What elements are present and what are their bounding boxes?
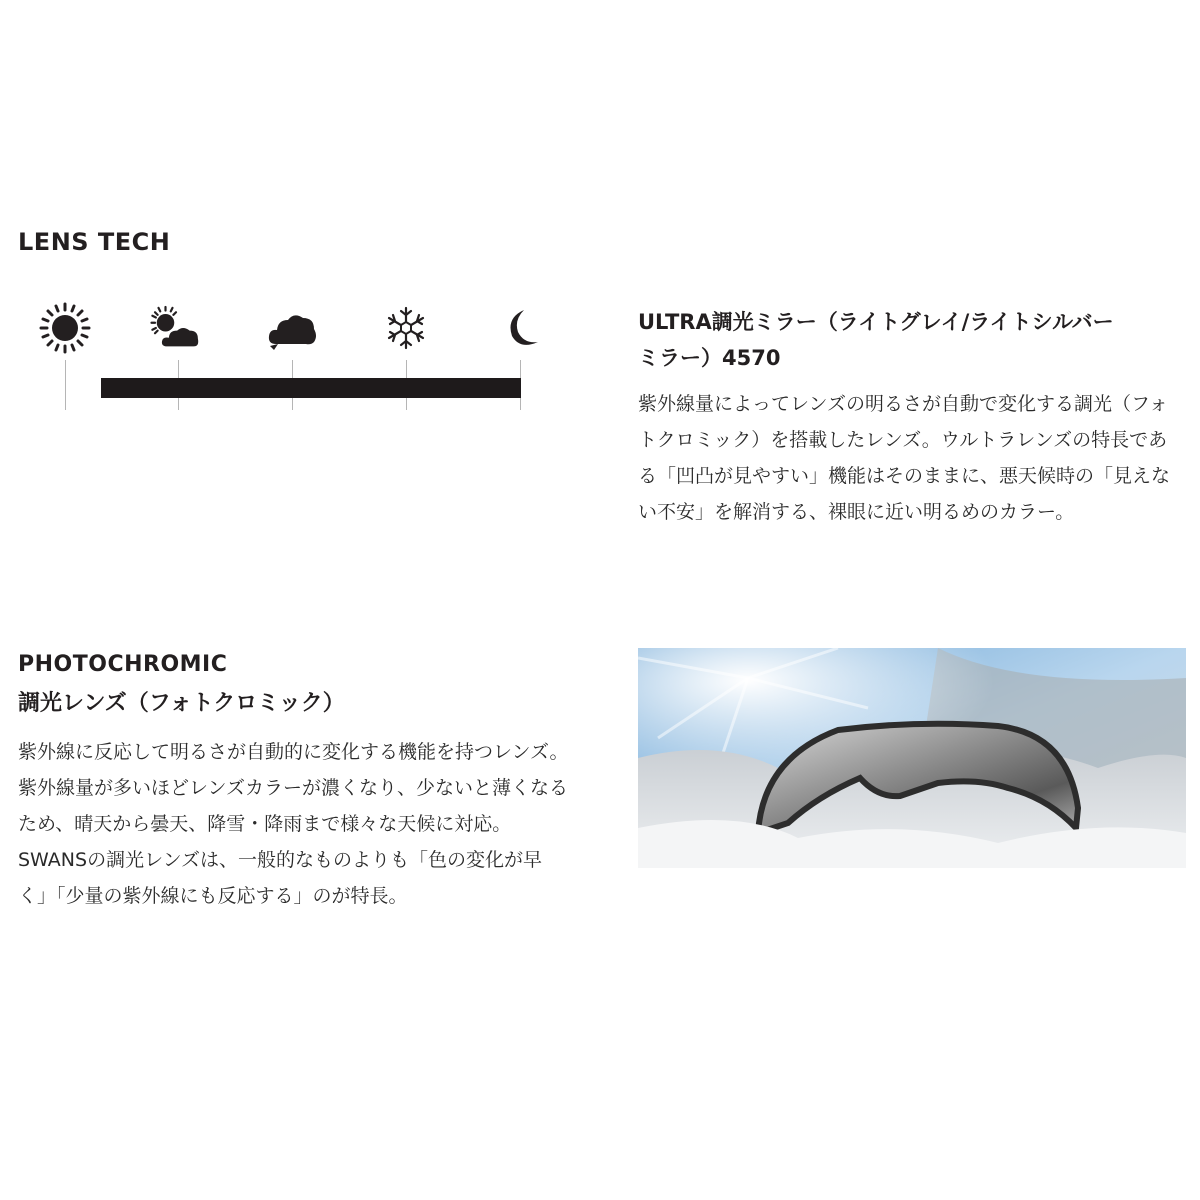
cloud-icon — [264, 300, 320, 356]
lens-name-line2: ミラー）4570 — [638, 346, 781, 370]
partly-cloudy-icon — [148, 300, 204, 356]
photochromic-description: 紫外線に反応して明るさが自動的に変化する機能を持つレンズ。紫外線量が多いほどレンズカラーが濃くなり、少ないと薄くなるため、晴天から曇天、降雪・降雨まで様々な天候に対応。SWANSの調光レンズは、一般的なものよりも「色の変化が早く」「少量の紫外線にも反応する」のが特長。 — [18, 741, 569, 907]
sun-icon — [37, 300, 93, 356]
snowflake-icon — [378, 300, 434, 356]
lens-name-line1: ULTRA調光ミラー（ライトグレイ/ライトシルバー — [638, 310, 1114, 334]
lens-name — [638, 304, 1178, 376]
tick-sun — [65, 360, 66, 410]
lens-description: 紫外線量によってレンズの明るさが自動で変化する調光（フォトクロミック）を搭載したレンズ。ウルトラレンズの特長である「凹凸が見やすい」機能はそのままに、悪天候時の「見えない不安」を解消する、裸眼に近い明るめのカラー。 — [638, 393, 1171, 523]
lens-range-bar — [101, 378, 521, 398]
moon-icon — [494, 300, 550, 356]
lens-condition-chart — [28, 300, 568, 420]
goggle-lens-photo — [638, 648, 1186, 868]
lens-tech-title: LENS TECH — [18, 228, 171, 256]
photochromic-subtitle: 調光レンズ（フォトクロミック） — [18, 691, 345, 716]
photochromic-title: PHOTOCHROMIC — [18, 652, 228, 677]
